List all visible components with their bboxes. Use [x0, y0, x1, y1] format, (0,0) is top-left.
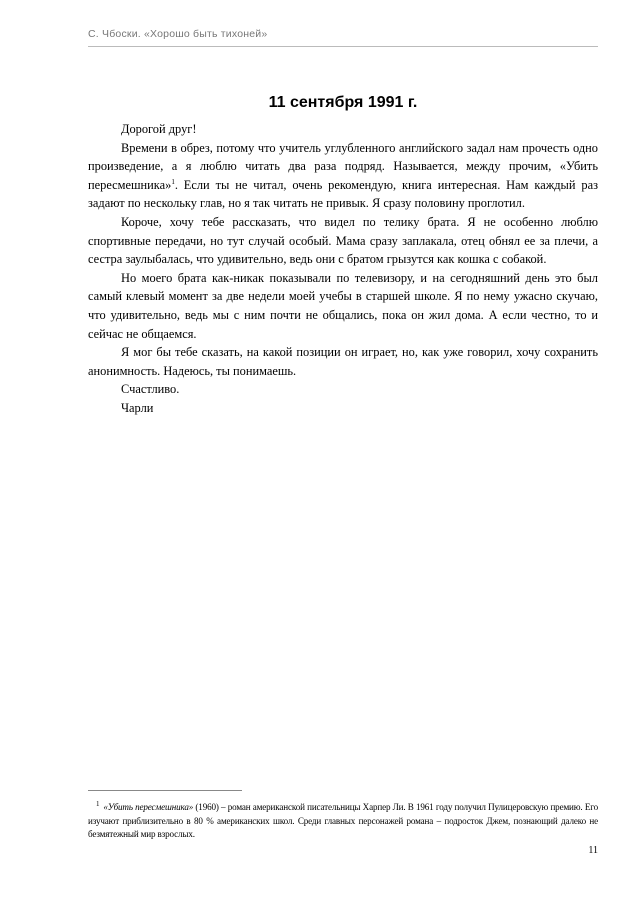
footnote-text: (1960) – роман американской писательницы Харпер Ли. В 1961 году получил Пулицеровскую премию. Его изучают приблизительно в 80 % американских школ. Среди главных персонажей романа – подросток Джем, познающий далеко не безмятежный мир взрослых.: [88, 802, 598, 839]
page-number: 11: [588, 845, 598, 856]
chapter-title: 11 сентября 1991 г.: [268, 94, 418, 111]
letter-body: [88, 120, 598, 418]
letter-paragraph-4: Я мог бы тебе сказать, на какой позиции он играет, но, как уже говорил, хочу сохранить анонимность. Надеюсь, ты понимаешь.: [88, 345, 598, 378]
header-rule: [88, 46, 598, 47]
running-header: С. Чбоски. «Хорошо быть тихоней»: [88, 28, 268, 40]
footnote: [88, 801, 598, 842]
letter-signature: Чарли: [121, 400, 154, 415]
letter-greeting: Дорогой друг!: [121, 122, 197, 136]
paragraph-1-text-a: Времени в обрез, потому что учитель углубленного английского задал нам прочесть одно произведение, а я люблю читать два раза подряд. Называется, между прочим, «Убить пересмешника»: [88, 140, 598, 192]
footnote-number: 1: [96, 799, 100, 808]
footnote-reference[interactable]: 1: [171, 177, 175, 186]
letter-paragraph-1: [88, 139, 598, 213]
footnote-rule: [88, 790, 242, 791]
letter-closing: Счастливо.: [121, 382, 180, 397]
footnote-paragraph: [88, 801, 598, 842]
footnote-book-title: «Убить пересмешника»: [103, 802, 194, 812]
letter-paragraph-2: Короче, хочу тебе рассказать, что видел по телику брата. Я не особенно люблю спортивные передачи, но тут случай особый. Мама сразу заплакала, отец обнял ее за плечи, а сестра заулыбалась, что удивительно, ведь они с братом грызутся как кошка с собакой.: [88, 214, 598, 267]
letter-paragraph-3: Но моего брата как-никак показывали по телевизору, и на сегодняшний день это был самый клевый момент за две недели моей учебы в старшей школе. Я по нему ужасно скучаю, что удивительно, ведь мы с ним почти не общались, пока он жил дома. А если честно, то и сейчас не общаемся.: [88, 270, 598, 341]
paragraph-1-text-b: . Если ты не читал, очень рекомендую, книга интересная. Нам каждый раз задают по нескольку глав, но я так читать не привык. Я сразу половину проглотил.: [88, 177, 598, 211]
